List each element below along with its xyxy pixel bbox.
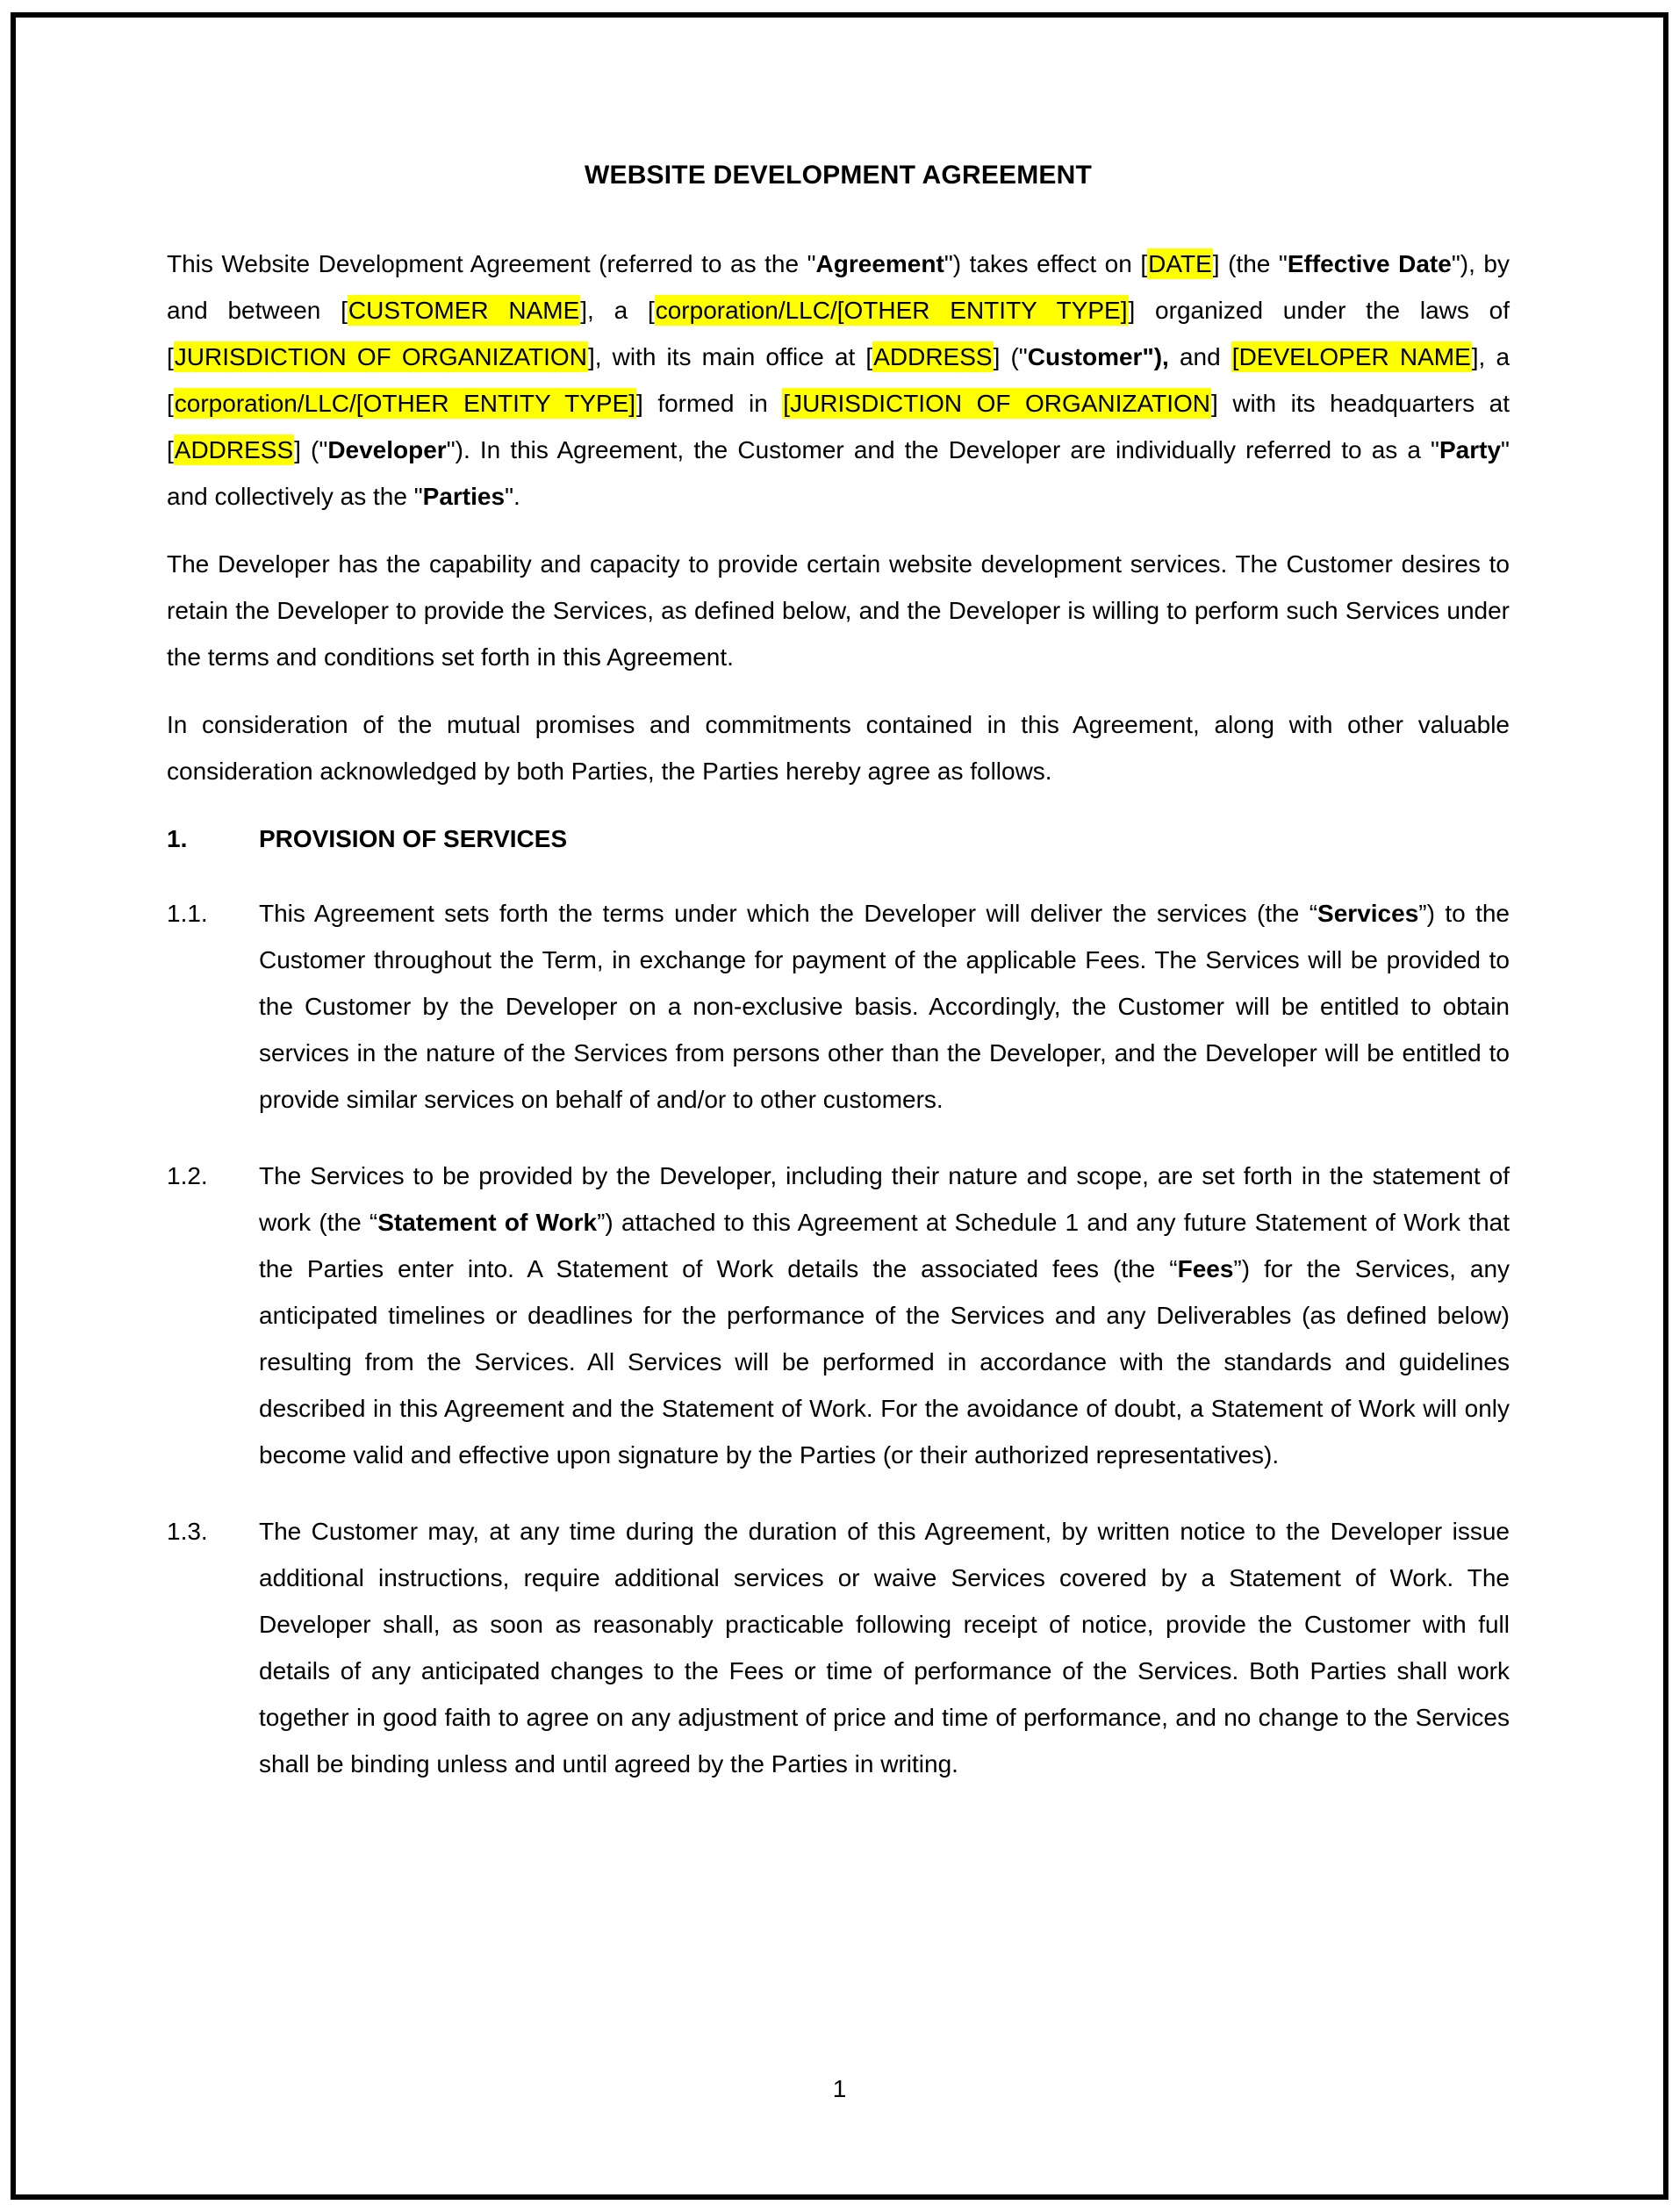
text-run: ") takes effect on [ bbox=[944, 250, 1148, 277]
text-run: "), by and between [ bbox=[167, 250, 1510, 324]
placeholder-highlight: corporation/LLC/[OTHER ENTITY TYPE] bbox=[655, 297, 1128, 324]
defined-term: Statement of Work bbox=[377, 1209, 598, 1236]
defined-term: Services bbox=[1317, 900, 1419, 927]
defined-term: Agreement bbox=[815, 250, 944, 277]
section-number: 1. bbox=[167, 825, 188, 852]
text-run: ”) attached to this Agreement at Schedule 1 and any future Statement of Work that the Parties enter into. A Statement of Work details the associated fees (the “ bbox=[259, 1209, 1510, 1282]
text-run: ”) to the Customer throughout the Term, in exchange for payment of the applicable Fees. The Services will be provided to the Customer by the Developer on a non-exclusive basis. Accordingly, the Customer will be entitled to obtain services in the nature of the Services from persons other than the Developer, and the Developer will be entitled to provide similar services on behalf of and/or to other customers. bbox=[259, 900, 1510, 1113]
document-blocks bbox=[167, 241, 1510, 1787]
clause-1-1 bbox=[167, 890, 1510, 1123]
placeholder-highlight: CUSTOMER NAME bbox=[348, 297, 580, 324]
document-content bbox=[167, 160, 1510, 1817]
defined-term: Fees bbox=[1177, 1255, 1234, 1282]
text-run: ] formed in bbox=[636, 390, 783, 417]
clause-number: 1.2. bbox=[167, 1162, 208, 1189]
clause-text bbox=[259, 1153, 1510, 1478]
text-run: The Customer may, at any time during the duration of this Agreement, by written notice to the Developer issue additional instructions, require additional services or waive Services covered by a Statement of Work. The Developer shall, as soon as reasonably practicable following receipt of notice, provide the Customer with full details of any anticipated changes to the Fees or time of performance of the Services. Both Parties shall work together in good faith to agree on any adjustment of price and time of performance, and no change to the Services shall be binding unless and until agreed by the Parties in writing. bbox=[259, 1518, 1510, 1778]
text-run: "). In this Agreement, the Customer and the Developer are individually referred to as a " bbox=[446, 436, 1439, 463]
placeholder-highlight: [DEVELOPER NAME bbox=[1231, 343, 1471, 370]
recital-capability bbox=[167, 541, 1510, 680]
clause-text bbox=[259, 890, 1510, 1123]
clause-number: 1.1. bbox=[167, 900, 208, 927]
defined-term: Developer bbox=[327, 436, 447, 463]
clause-1-2 bbox=[167, 1153, 1510, 1478]
defined-term: Parties bbox=[422, 483, 506, 510]
defined-term: Party bbox=[1439, 436, 1502, 463]
placeholder-highlight: JURISDICTION OF ORGANIZATION bbox=[174, 343, 587, 370]
text-run: In consideration of the mutual promises and commitments contained in this Agreement, along with other valuable consideration acknowledged by both Parties, the Parties hereby agree as follows. bbox=[167, 711, 1510, 785]
text-run: ”) for the Services, any anticipated timelines or deadlines for the performance of the Services and any Deliverables (as defined below) resulting from the Services. All Services will be performed in accordance with the standards and guidelines described in this Agreement and the Statement of Work. For the avoidance of doubt, a Statement of Work will only become valid and effective upon signature by the Parties (or their authorized representatives). bbox=[259, 1255, 1510, 1469]
text-run: This Website Development Agreement (referred to as the " bbox=[167, 250, 816, 277]
placeholder-highlight: ADDRESS bbox=[873, 343, 993, 370]
page-number: 1 bbox=[832, 2075, 847, 2102]
defined-term: Customer"), bbox=[1027, 343, 1169, 370]
text-run: " and collectively as the " bbox=[167, 436, 1510, 510]
text-run: ] (the " bbox=[1212, 250, 1288, 277]
placeholder-highlight: DATE bbox=[1148, 250, 1212, 277]
section-1-heading bbox=[167, 815, 1510, 862]
text-run: ] (" bbox=[993, 343, 1028, 370]
clause-text bbox=[259, 1508, 1510, 1787]
defined-term: Effective Date bbox=[1287, 250, 1452, 277]
text-run: ". bbox=[505, 483, 520, 510]
text-run: and bbox=[1168, 343, 1231, 370]
text-run: ], a [ bbox=[580, 297, 655, 324]
recital-consideration bbox=[167, 701, 1510, 794]
placeholder-highlight: [JURISDICTION OF ORGANIZATION bbox=[783, 390, 1211, 417]
text-run: The Services to be provided by the Developer, including their nature and scope, are set forth in the statement of work (the “ bbox=[259, 1162, 1510, 1236]
text-run: The Developer has the capability and capacity to provide certain website development services. The Customer desires to retain the Developer to provide the Services, as defined below, and the Developer is willing to perform such Services under the terms and conditions set forth in this Agreement. bbox=[167, 550, 1510, 671]
text-run: This Agreement sets forth the terms under which the Developer will deliver the services (the “ bbox=[259, 900, 1318, 927]
clause-1-3 bbox=[167, 1508, 1510, 1787]
text-run: ] with its headquarters at [ bbox=[167, 390, 1510, 463]
intro-paragraph bbox=[167, 241, 1510, 520]
section-heading-label: PROVISION OF SERVICES bbox=[259, 825, 568, 852]
text-run: ], a [ bbox=[167, 343, 1510, 417]
clause-number: 1.3. bbox=[167, 1518, 208, 1545]
document-title: WEBSITE DEVELOPMENT AGREEMENT bbox=[584, 161, 1093, 190]
placeholder-highlight: corporation/LLC/[OTHER ENTITY TYPE] bbox=[174, 390, 636, 417]
text-run: ] organized under the laws of [ bbox=[167, 297, 1510, 370]
text-run: ] (" bbox=[294, 436, 328, 463]
text-run: ], with its main office at [ bbox=[587, 343, 873, 370]
placeholder-highlight: ADDRESS bbox=[174, 436, 294, 463]
